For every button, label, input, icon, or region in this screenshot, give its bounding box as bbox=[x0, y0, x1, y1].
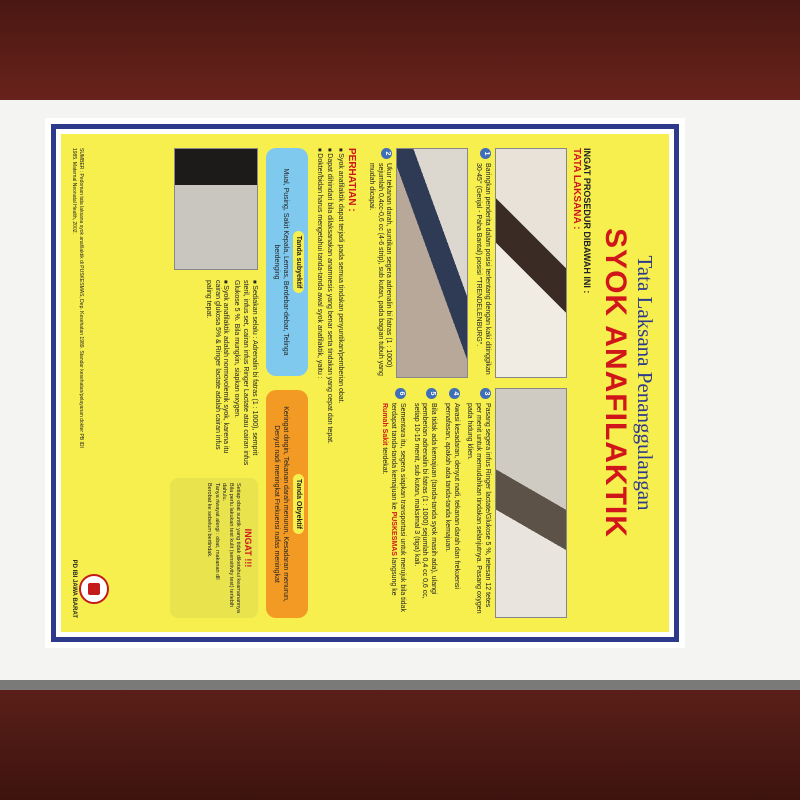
steps-left-column bbox=[361, 148, 567, 378]
ibi-seal-icon bbox=[79, 574, 109, 604]
poster-title: Tata Laksana Penanggulangan bbox=[633, 255, 657, 511]
step-1 bbox=[474, 148, 492, 378]
perhatian-item: ■ Syok anafilaktik dapat terjadi pada semua tindakan penyuntikan/pemberian obat. bbox=[336, 148, 345, 618]
step-text: Bila tidak ada kemajuan (tanda-tanda syok masih ada), ulangi pemberian adrenalin bi fatras (1 : 1000) sejumlah 0,4 cc 0,6 cc, setiap 10-15 menit, sub kutan, maksimal 3 (tiga) kali. bbox=[412, 403, 438, 599]
poster-panel bbox=[61, 134, 669, 632]
photo-infusion bbox=[495, 388, 567, 618]
tata-laksana-label: TATA LAKSANA : bbox=[571, 148, 582, 230]
step-text: Baringkan penderita dalam posisi terlentang dengan kaki ditinggikan 30-45° (Genjal - Paha Bantal) posisi "TRENDELENBURG". bbox=[475, 163, 491, 375]
ingat-item: Tanya riwayat alergi : obat, makanan dll bbox=[213, 483, 220, 580]
signs-boxes bbox=[266, 148, 308, 618]
step-number: 2 bbox=[382, 148, 393, 159]
perhatian-title: PERHATIAN : bbox=[346, 148, 358, 212]
publisher-block bbox=[71, 560, 109, 618]
step-text: Awasi kesadaran, denyut nadi, tekanan darah dan frekuensi pernafasan, apakah ada tanda-tanda kemajuan. bbox=[444, 403, 460, 589]
ingat-title: INGAT !!! bbox=[242, 528, 253, 568]
perhatian-item: ■ Dapat dihindari bila dilaksanakan anamnesis yang benar serta tindakan yang cepat dan tepat. bbox=[325, 148, 334, 618]
ingat-item: Berobat ke sebelum bertindak. bbox=[206, 483, 213, 558]
bottom-section bbox=[170, 148, 258, 618]
step-5 bbox=[411, 388, 437, 618]
table-surface-bottom bbox=[0, 690, 800, 800]
sediakan-list bbox=[170, 280, 258, 468]
puskesmas-highlight: PUSKESMAS bbox=[390, 511, 398, 556]
step-number: 1 bbox=[480, 148, 491, 159]
subjective-signs-text: Mual, Pusing, Sakit Kepala, Lemas, Berdebar-debar, Telinga berdenging bbox=[272, 168, 289, 356]
step-text-part: Sementara itu, segera siapkan transportasi untuk merujuk bila tidak terdapat tanda-tanda kemajuan ke bbox=[390, 403, 406, 612]
photo-patient-position bbox=[495, 148, 567, 378]
ingat-item: Bila perlu lakukan test kulit (sensitivity test) terlebih dahulu. bbox=[220, 483, 234, 608]
poster bbox=[45, 118, 685, 648]
step-3 bbox=[465, 388, 491, 618]
step-number: 3 bbox=[480, 388, 491, 399]
step-text-part: langsung ke bbox=[390, 555, 398, 596]
step-text bbox=[380, 403, 406, 618]
publisher-label: PD IBI JAWA BARAT bbox=[71, 559, 77, 618]
perhatian-list bbox=[314, 148, 344, 618]
step-number: 5 bbox=[426, 388, 437, 399]
table-surface-top bbox=[0, 0, 800, 110]
poster-frame bbox=[51, 124, 679, 642]
step-text: Pasang segera infus Ringer lactate/Glukose 5 %, tetesan 12 tetes per menit untuk memudahkan tindakan selanjutnya. Pasang oxygen pada hidung klien. bbox=[466, 403, 491, 614]
step-4 bbox=[442, 388, 460, 618]
ingat-box bbox=[170, 478, 258, 618]
objective-signs-text: Keringat dingin, Tekanan darah menurun, Kesadaran menurun, Denyut nadi meningkat Frekuensi nafas meningkat bbox=[272, 406, 289, 602]
photo-medical-supplies bbox=[174, 148, 258, 270]
subjective-signs-box bbox=[266, 148, 308, 376]
step-text: Ukur tekanan darah, suntikan segera adrenalin bi fatras (1 : 1000) sejumlah 0,4cc-0,6 cc (4-6 strip), sub kutan, pada bagian tubuh yang mudah dicapai. bbox=[368, 163, 393, 376]
perhatian-item: ■ Dokter/bidan harus mengetahui tanda-tanda awal syok anafilaktik, yaitu : bbox=[314, 148, 323, 618]
steps-right-column bbox=[361, 388, 567, 618]
objective-signs-box bbox=[266, 390, 308, 618]
paper-background bbox=[0, 100, 800, 680]
step-2 bbox=[366, 148, 392, 378]
step-6 bbox=[380, 388, 406, 618]
steps-columns bbox=[361, 148, 567, 618]
objective-signs-label: Tanda Obyektif bbox=[293, 474, 304, 534]
rumah-sakit-highlight: Rumah Sakit bbox=[381, 403, 389, 446]
source-note: SUMBER : Pedoman tata laksana syok anafilaktik di PUSKESMAS, Dep. Kesehatan 1989. Standar kesehatan/pelayanan dokter PB IDI 1985. Maternal Neonatal Health, 2002. bbox=[71, 148, 84, 448]
poster-main-title: SYOK ANAFILAKTIK bbox=[599, 228, 632, 538]
sediakan-item: ■ Syok anafilaktik adalah normovolemik syok, karena itu cairan glukosa 5% & Ringer lactate adalah cairan infus paling tepat. bbox=[203, 280, 229, 468]
procedure-subhead: INGAT PROSEDUR DIBAWAH INI : bbox=[582, 148, 592, 294]
step-number: 6 bbox=[395, 388, 406, 399]
step-text-part: terdekat. bbox=[381, 445, 389, 475]
photo-blood-pressure bbox=[397, 148, 469, 378]
sediakan-item: ■ Sediakan selalu : Adrenalin bi fatras (1 : 1000), semprit steril, infus set, cairan infus Ringer Lactate atau cairan infus Glukose 5 %. Bila mungkin, siapkan oxygen. bbox=[231, 280, 257, 468]
subjective-signs-label: Tanda subyektif bbox=[293, 231, 304, 294]
step-number: 4 bbox=[449, 388, 460, 399]
ingat-item: Setiap obat suntik yang tidak diketahui keamanannya bbox=[235, 483, 242, 613]
